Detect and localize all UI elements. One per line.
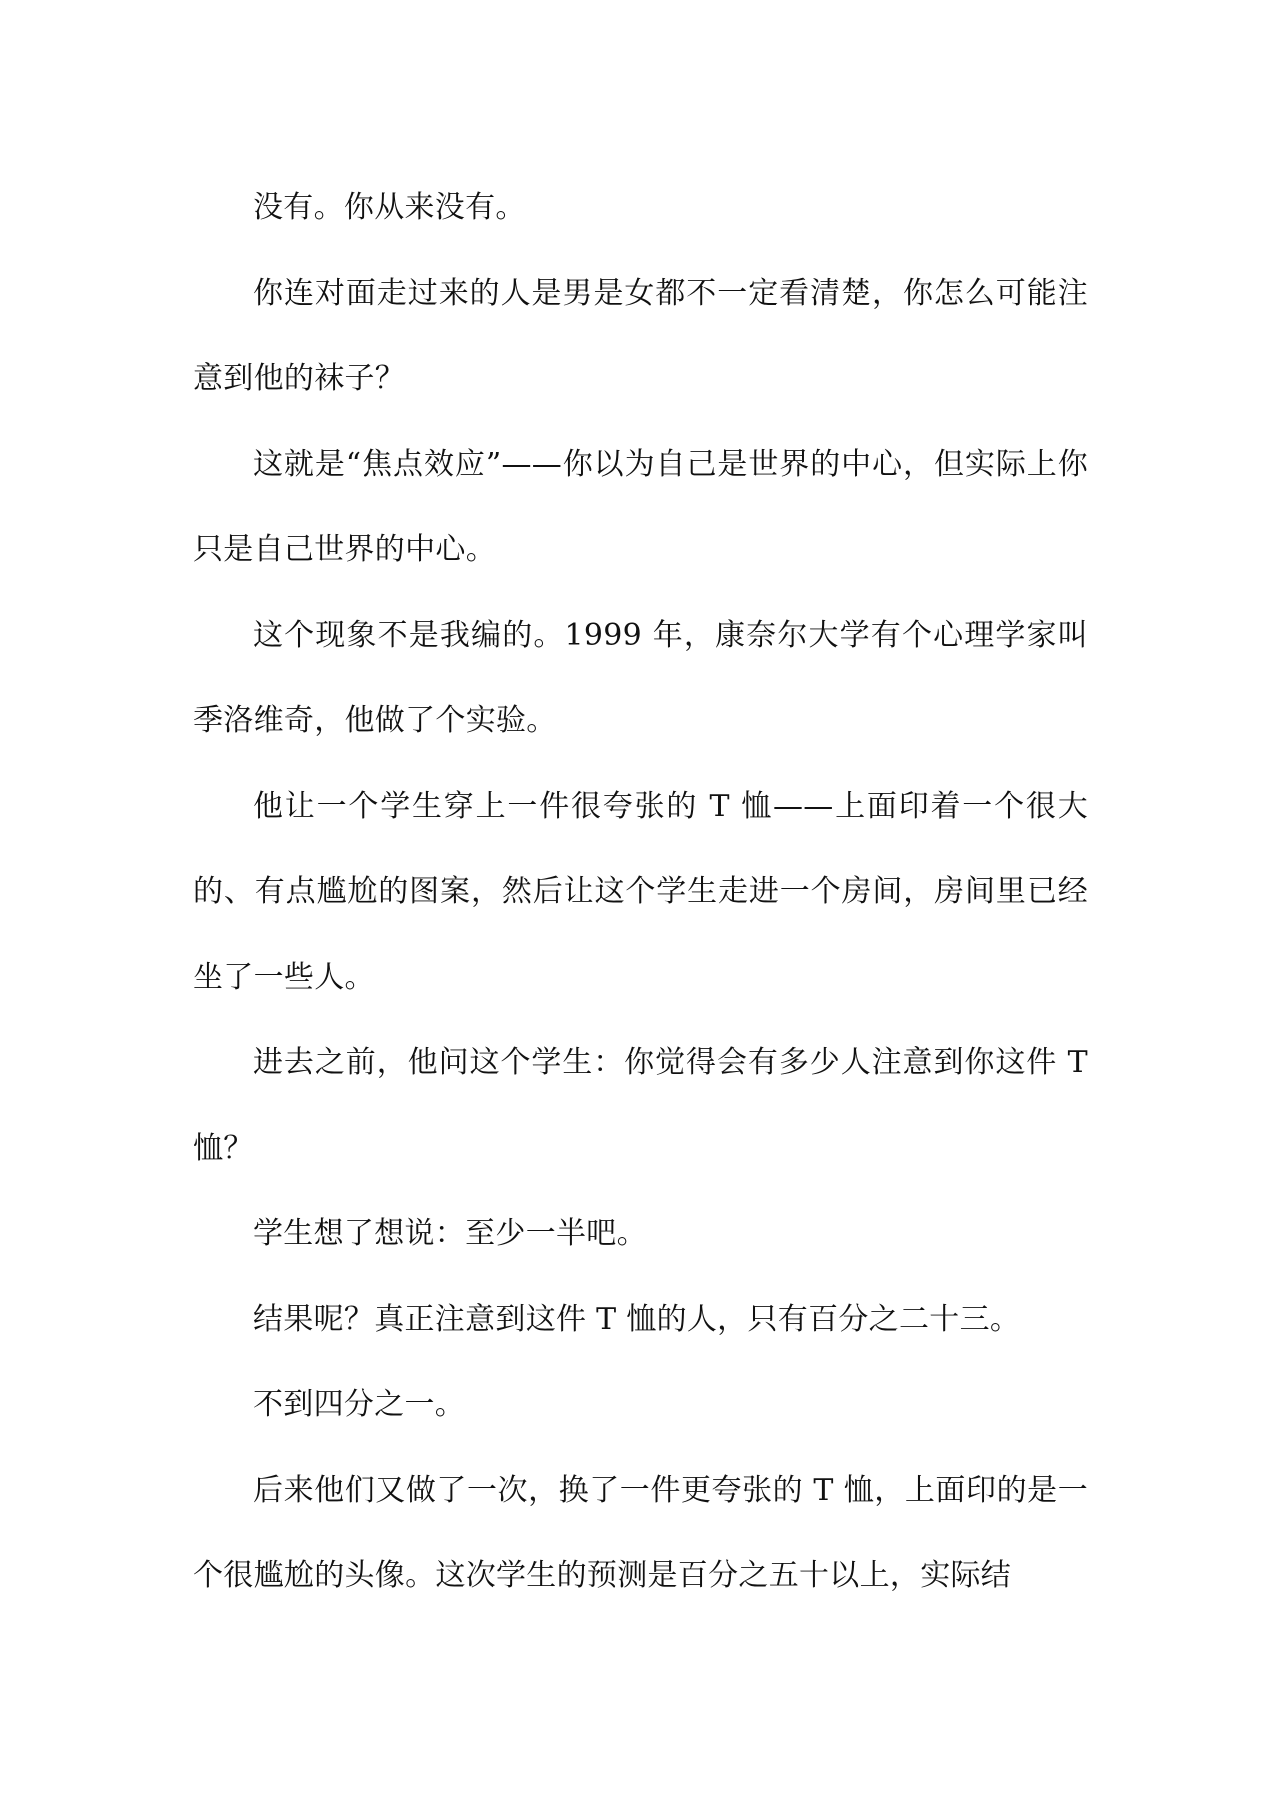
body-text [193, 165, 1088, 1619]
paragraph: 他让一个学生穿上一件很夸张的 T 恤——上面印着一个很大的、有点尴尬的图案，然后让这个学生走进一个房间，房间里已经坐了一些人。 [193, 788, 1088, 995]
paragraph: 结果呢？真正注意到这件 T 恤的人，只有百分之二十三。 [253, 1301, 1021, 1337]
paragraph: 学生想了想说：至少一半吧。 [253, 1216, 647, 1251]
paragraph: 没有。你从来没有。 [253, 190, 526, 225]
paragraph: 这个现象不是我编的。1999 年，康奈尔大学有个心理学家叫季洛维奇，他做了个实验。 [193, 617, 1088, 738]
paragraph: 你连对面走过来的人是男是女都不一定看清楚，你怎么可能注意到他的袜子？ [193, 275, 1088, 396]
paragraph: 进去之前，他问这个学生：你觉得会有多少人注意到你这件 T 恤？ [193, 1045, 1088, 1166]
paragraph: 这就是“焦点效应”——你以为自己是世界的中心，但实际上你只是自己世界的中心。 [193, 446, 1088, 567]
paragraph: 不到四分之一。 [253, 1387, 466, 1422]
paragraph: 后来他们又做了一次，换了一件更夸张的 T 恤，上面印的是一个很尴尬的头像。这次学生的预测是百分之五十以上，实际结 [193, 1472, 1088, 1593]
